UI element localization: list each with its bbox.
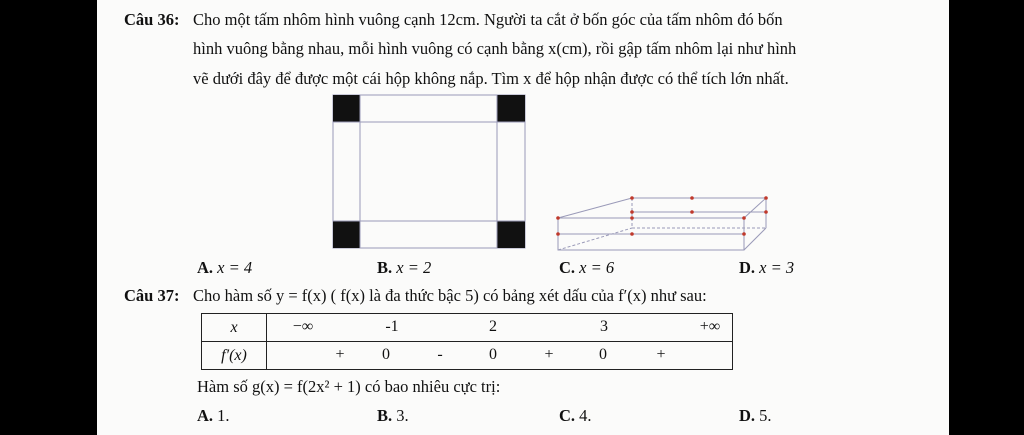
- q36-option-c[interactable]: [559, 258, 614, 278]
- sign-table: [201, 313, 733, 370]
- corner-square-tr: [497, 95, 525, 122]
- sign-value: -: [437, 346, 443, 363]
- option-text: 3.: [396, 406, 409, 425]
- q37-line-1: Cho hàm số y = f(x) ( f(x) là đa thức bậc 5) có bảng xét dấu của f′(x) như sau:: [193, 286, 707, 305]
- option-text: x = 6: [579, 258, 615, 277]
- option-key: C.: [559, 258, 576, 277]
- q36-line-1: Cho một tấm nhôm hình vuông cạnh 12cm. Người ta cắt ở bốn góc của tấm nhôm đó bốn: [193, 10, 783, 29]
- sign-table-row-x: [202, 314, 733, 342]
- row-values-x: [267, 314, 733, 342]
- sign-value: 0: [489, 346, 497, 363]
- q36-line-2: hình vuông bằng nhau, mỗi hình vuông có cạnh bằng x(cm), rồi gập tấm nhôm lại như hình: [193, 39, 797, 58]
- option-key: B.: [377, 258, 393, 277]
- corner-square-tl: [333, 95, 360, 122]
- option-key: A.: [197, 258, 214, 277]
- option-key: D.: [739, 258, 756, 277]
- q36-label: Câu 36:: [124, 10, 180, 29]
- q37-option-d[interactable]: [739, 406, 772, 426]
- q36-line-3: vẽ dưới đây để được một cái hộp không nắp. Tìm x để hộp nhận được có thể tích lớn nhất.: [193, 69, 789, 88]
- sign-table-row-fprime: [202, 342, 733, 370]
- q36-option-d[interactable]: [739, 258, 794, 278]
- option-key: D.: [739, 406, 756, 425]
- x-value: 2: [489, 318, 497, 335]
- row-values-fprime: [267, 342, 733, 370]
- option-text: 5.: [759, 406, 772, 425]
- corner-square-br: [497, 221, 525, 248]
- q37-option-c[interactable]: [559, 406, 592, 426]
- sign-value: +: [335, 346, 345, 363]
- row-label-x: x: [202, 314, 267, 342]
- option-key: B.: [377, 406, 393, 425]
- q37-option-a[interactable]: [197, 406, 230, 426]
- q36-option-b[interactable]: [377, 258, 431, 278]
- x-value: +∞: [699, 318, 721, 335]
- x-value: -1: [385, 318, 399, 335]
- sign-value: 0: [599, 346, 607, 363]
- q37-question: Hàm số g(x) = f(2x² + 1) có bao nhiêu cực trị:: [197, 377, 501, 396]
- sign-value: 0: [382, 346, 390, 363]
- q36-option-a[interactable]: [197, 258, 252, 278]
- corner-square-bl: [333, 221, 360, 248]
- x-value: −∞: [292, 318, 314, 335]
- option-text: 4.: [579, 406, 592, 425]
- cut-sheet-figure: [330, 92, 528, 252]
- q37-label: Câu 37:: [124, 286, 180, 305]
- option-text: x = 3: [759, 258, 795, 277]
- open-box-figure: [552, 190, 772, 256]
- x-value: 3: [600, 318, 608, 335]
- sign-value: +: [544, 346, 554, 363]
- option-text: 1.: [217, 406, 230, 425]
- option-text: x = 2: [396, 258, 432, 277]
- q37-option-b[interactable]: [377, 406, 409, 426]
- row-label-fprime: f′(x): [202, 342, 267, 370]
- option-text: x = 4: [217, 258, 253, 277]
- option-key: A.: [197, 406, 214, 425]
- sign-value: +: [656, 346, 666, 363]
- option-key: C.: [559, 406, 576, 425]
